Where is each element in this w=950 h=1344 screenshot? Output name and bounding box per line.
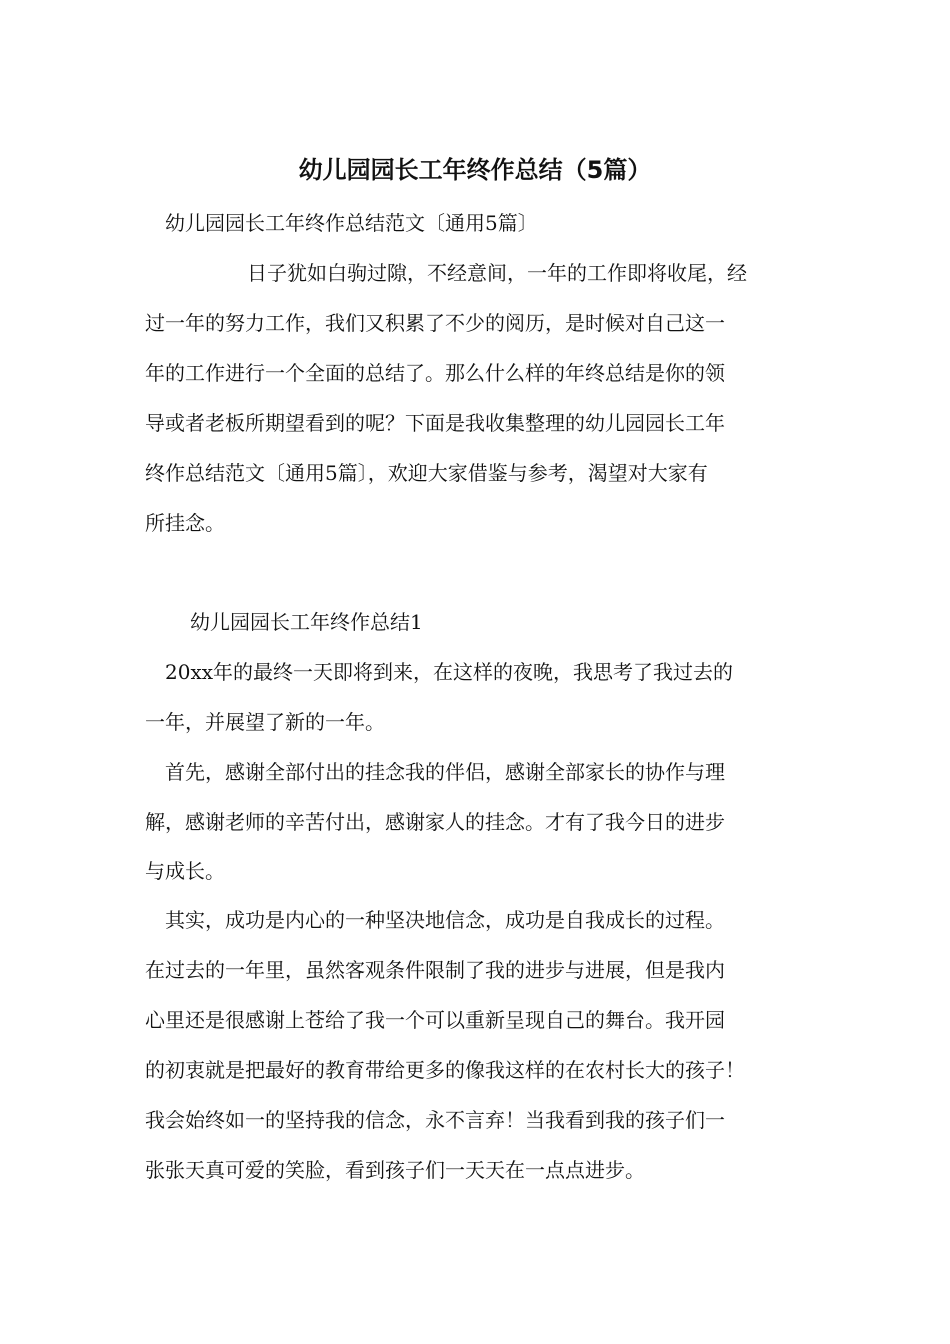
paragraph-line: 在过去的一年里，虽然客观条件限制了我的进步与进展，但是我内 — [145, 958, 725, 982]
section-heading: 幼儿园园长工年终作总结1 — [190, 610, 423, 634]
intro-line: 终作总结范文〔通用5篇〕，欢迎大家借鉴与参考，渴望对大家有 — [145, 461, 708, 485]
document-title: 幼儿园园长工年终作总结（5篇） — [298, 156, 652, 184]
intro-line: 年的工作进行一个全面的总结了。那么什么样的年终总结是你的领 — [145, 361, 725, 385]
paragraph-line: 我会始终如一的坚持我的信念，永不言弃！当我看到我的孩子们一 — [145, 1108, 725, 1132]
paragraph-line: 首先，感谢全部付出的挂念我的伴侣，感谢全部家长的协作与理 — [165, 760, 725, 784]
paragraph-line: 其实，成功是内心的一种坚决地信念，成功是自我成长的过程。 — [165, 908, 725, 932]
intro-line: 导或者老板所期望看到的呢？下面是我收集整理的幼儿园园长工年 — [145, 411, 725, 435]
intro-line: 所挂念。 — [145, 511, 225, 535]
paragraph-line: 张张天真可爱的笑脸，看到孩子们一天天在一点点进步。 — [145, 1158, 645, 1182]
paragraph-line: 的初衷就是把最好的教育带给更多的像我这样的在农村长大的孩子！ — [145, 1058, 745, 1082]
paragraph-line: 解，感谢老师的辛苦付出，感谢家人的挂念。才有了我今日的进步 — [145, 810, 725, 834]
document-subtitle: 幼儿园园长工年终作总结范文〔通用5篇〕 — [165, 211, 538, 235]
paragraph-line: 心里还是很感谢上苍给了我一个可以重新呈现自己的舞台。我开园 — [145, 1008, 725, 1032]
intro-line: 过一年的努力工作，我们又积累了不少的阅历，是时候对自己这一 — [145, 311, 725, 335]
paragraph-line: 与成长。 — [145, 859, 225, 883]
intro-line: 日子犹如白驹过隙，不经意间，一年的工作即将收尾，经 — [247, 261, 747, 285]
paragraph-line: 20xx年的最终一天即将到来，在这样的夜晚，我思考了我过去的 — [165, 660, 734, 684]
paragraph-line: 一年，并展望了新的一年。 — [145, 710, 385, 734]
